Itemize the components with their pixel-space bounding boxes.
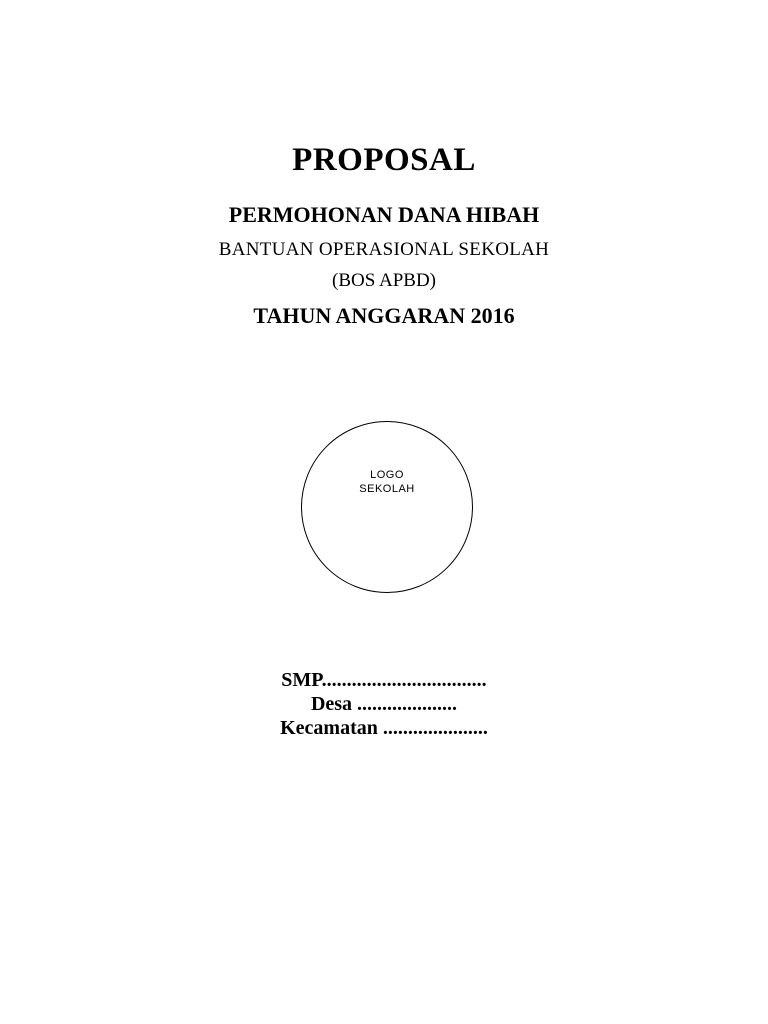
subtitle-program-name: BANTUAN OPERASIONAL SEKOLAH	[218, 239, 550, 260]
proposal-title: PROPOSAL	[292, 142, 476, 178]
village-line: Desa ....................	[310, 693, 458, 715]
subtitle-grant-request: PERMOHONAN DANA HIBAH	[228, 202, 540, 227]
logo-label-line-2: SEKOLAH	[359, 483, 415, 495]
subtitle-program-abbrev: (BOS APBD)	[332, 270, 436, 291]
subtitle-fiscal-year: TAHUN ANGGARAN 2016	[253, 303, 515, 328]
logo-label-line-1: LOGO	[370, 469, 404, 481]
district-line: Kecamatan .....................	[280, 717, 488, 739]
school-logo-placeholder-label	[301, 468, 473, 496]
school-logo-placeholder-circle	[301, 421, 473, 593]
school-name-line: SMP.................................	[281, 669, 487, 691]
